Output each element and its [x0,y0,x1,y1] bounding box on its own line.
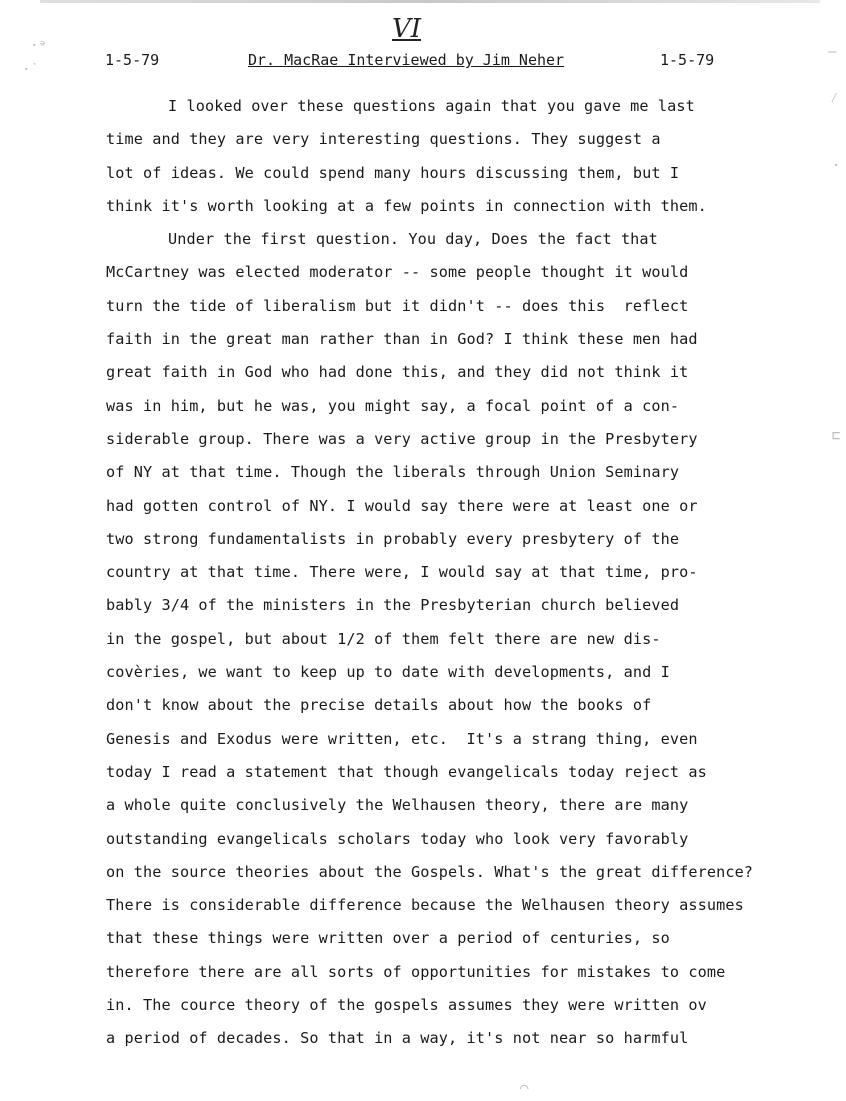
text-line: think it's worth looking at a few points in connection with them. [106,196,707,215]
header-date-left: 1-5-79 [105,51,160,69]
text-line: I looked over these questions again that you gave me last [168,97,695,115]
scan-artifact: · [832,158,841,174]
text-line: covèries, we want to keep up to date with developments, and I [106,663,670,682]
scan-artifact: – [828,44,837,60]
text-line: two strong fundamentalists in probably every presbytery of the [106,529,680,548]
header-date-right: 1-5-79 [660,51,715,69]
handwritten-page-number: VI [392,14,422,44]
transcript-body [106,90,839,1056]
document-header [0,51,846,75]
text-line: faith in the great man rather than in God? I think these men had [106,330,698,349]
text-line: siderable group. There was a very active group in the Presbytery [106,429,698,448]
text-line: There is considerable difference because the Welhausen theory assumes [106,896,744,915]
text-line: Genesis and Exodus were written, etc. It's a strang thing, even [106,729,698,748]
text-line: turn the tide of liberalism but it didn't -- does this reflect [106,296,689,315]
text-line: time and they are very interesting questions. They suggest a [106,130,661,149]
text-line: today I read a statement that though evangelicals today reject as [106,762,707,781]
text-line: outstanding evangelicals scholars today who look very favorably [106,829,689,848]
text-line: country at that time. There were, I would say at that time, pro- [106,563,698,582]
header-title: Dr. MacRae Interviewed by Jim Neher [248,51,565,69]
scan-artifact: ·ᵊ [30,38,47,54]
text-line: lot of ideas. We could spend many hours discussing them, but I [106,163,680,182]
text-line: in. The cource theory of the gospels assumes they were written ov [106,996,707,1015]
text-line: a whole quite conclusively the Welhausen theory, there are many [106,796,689,815]
text-line: McCartney was elected moderator -- some people thought it would [106,263,689,282]
scan-artifact: ⁄ [830,90,839,106]
text-line: of NY at that time. Though the liberals through Union Seminary [106,463,680,482]
scan-edge [40,0,820,3]
text-line: on the source theories about the Gospels. What's the great difference? [106,862,754,881]
scan-artifact: ·˙ [22,62,39,78]
scan-artifact: ⌒ [520,1080,529,1096]
text-line: Under the first question. You day, Does the fact that [168,230,658,249]
text-line: don't know about the precise details about how the books of [106,696,652,715]
text-line: therefore there are all sorts of opportunities for mistakes to come [106,962,726,981]
text-line: that these things were written over a period of centuries, so [106,929,670,948]
text-line: bably 3/4 of the ministers in the Presbyterian church believed [106,596,680,615]
text-line: had gotten control of NY. I would say there were at least one or [106,496,698,515]
scan-artifact: ⊏ [832,428,841,444]
text-line: great faith in God who had done this, and they did not think it [106,363,689,382]
text-line: a period of decades. So that in a way, it's not near so harmful [106,1029,689,1048]
text-line: was in him, but he was, you might say, a focal point of a con- [106,396,680,415]
text-line: in the gospel, but about 1/2 of them felt there are new dis- [106,629,661,648]
